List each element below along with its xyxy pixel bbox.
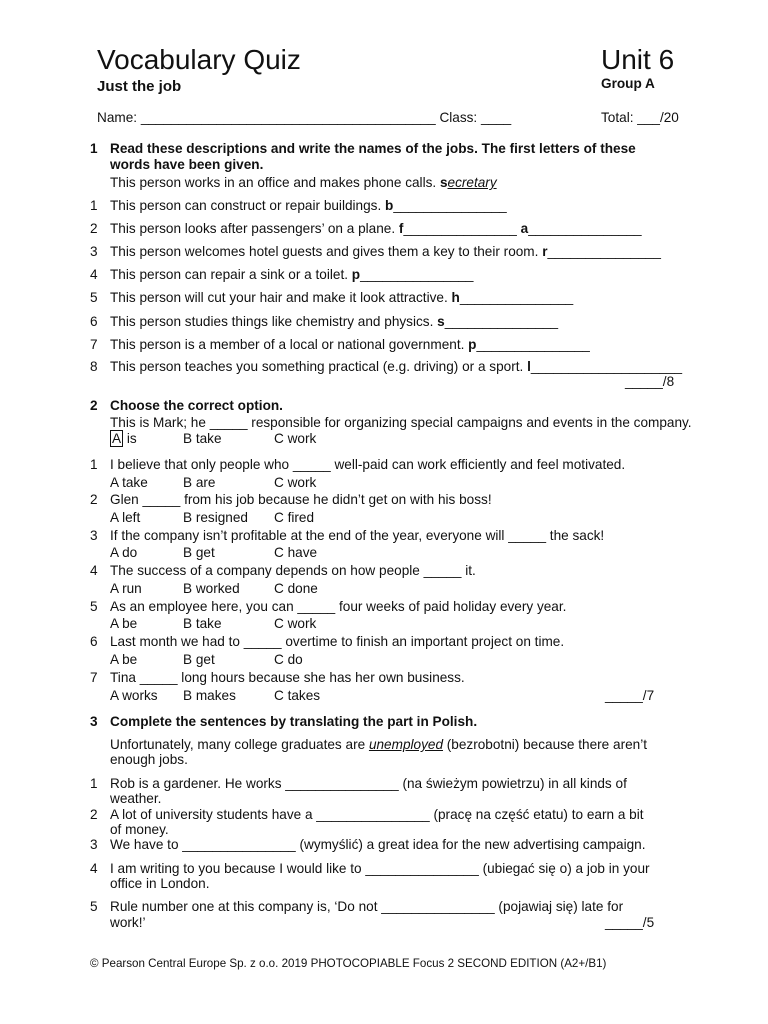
example-sentence-cont: enough jobs. <box>110 752 188 767</box>
example-answer: unemployed <box>368 737 443 752</box>
quiz-subtitle: Just the job <box>97 78 182 95</box>
first-letter: a <box>520 221 529 236</box>
translation-item[interactable]: We have to _______________ (wymyślić) a great idea for the new advertising campaign. <box>110 837 646 852</box>
item-text: This person can construct or repair buildings. <box>110 198 386 213</box>
list-item <box>110 221 642 236</box>
item-number: 7 <box>90 670 98 685</box>
example-text: Unfortunately, many college graduates are <box>110 737 369 752</box>
translation-item-cont: work!’ <box>110 915 146 930</box>
answer-blank[interactable]: _______________ <box>403 221 521 236</box>
item-number: 1 <box>90 457 98 472</box>
list-item <box>110 290 573 305</box>
item-text: This person will cut your hair and make it look attractive. <box>110 290 452 305</box>
question-text: If the company isn’t profitable at the end of the year, everyone will _____ the sack! <box>110 528 605 543</box>
first-letter: b <box>385 198 394 213</box>
name-class-line: Name: _______________________________________ Class: ____ <box>97 110 512 125</box>
first-letter: p <box>468 337 477 352</box>
item-text: This person looks after passengers’ on a plane. <box>110 221 399 236</box>
translation-item[interactable]: Rule number one at this company is, ‘Do not _______________ (pojawiaj się) late for <box>110 899 624 914</box>
question-text: Last month we had to _____ overtime to finish an important project on time. <box>110 634 565 649</box>
group-label: Group A <box>601 76 655 91</box>
section-score: _____/5 <box>605 915 655 930</box>
answer-blank[interactable]: _______________ <box>459 290 574 305</box>
option-a[interactable]: A be <box>110 652 138 667</box>
first-letter: f <box>398 221 404 236</box>
translation-item[interactable]: A lot of university students have a _______________ (pracę na część etatu) to earn a bit <box>110 807 644 822</box>
first-letter: s <box>437 314 445 329</box>
item-number: 4 <box>90 563 98 578</box>
example-sentence <box>110 175 497 190</box>
exercise-number: 1 <box>90 141 98 156</box>
first-letter: l <box>527 359 531 374</box>
example-option-b: B take <box>183 431 222 446</box>
item-text: This person studies things like chemistry and physics. <box>110 314 438 329</box>
example-text: This person works in an office and makes phone calls. <box>110 175 440 190</box>
option-c[interactable]: C work <box>274 616 317 631</box>
option-a[interactable]: A be <box>110 616 138 631</box>
translation-item[interactable]: Rob is a gardener. He works _______________ (na świeżym powietrzu) in all kinds of <box>110 776 627 791</box>
item-number: 5 <box>90 899 98 914</box>
example-text: (bezrobotni) because there aren’t <box>443 737 648 752</box>
option-a[interactable]: A run <box>110 581 142 596</box>
option-a[interactable]: A take <box>110 475 148 490</box>
total-score: Total: ___/20 <box>601 110 679 125</box>
item-number: 2 <box>90 221 98 236</box>
option-c[interactable]: C do <box>274 652 303 667</box>
question-text: The success of a company depends on how people _____ it. <box>110 563 476 578</box>
answer-blank[interactable]: _______________ <box>393 198 507 213</box>
exercise-number: 3 <box>90 714 98 729</box>
option-b[interactable]: B resigned <box>183 510 248 525</box>
list-item <box>110 337 590 352</box>
option-a[interactable]: A do <box>110 545 138 560</box>
option-text: is <box>123 431 137 446</box>
list-item <box>110 314 558 329</box>
item-text: This person welcomes hotel guests and gives them a key to their room. <box>110 244 543 259</box>
selected-option-box: A <box>112 431 122 446</box>
question-text: Tina _____ long hours because she has her own business. <box>110 670 465 685</box>
item-text: This person is a member of a local or national government. <box>110 337 469 352</box>
example-sentence: This is Mark; he _____ responsible for organizing special campaigns and events in the company. <box>110 415 692 430</box>
item-number: 3 <box>90 244 98 259</box>
section-score: _____/7 <box>605 688 655 703</box>
list-item <box>110 359 682 374</box>
option-c[interactable]: C takes <box>274 688 321 703</box>
question-text: I believe that only people who _____ well-paid can work efficiently and feel motivated. <box>110 457 626 472</box>
item-number: 6 <box>90 634 98 649</box>
item-text: This person teaches you something practical (e.g. driving) or a sport. <box>110 359 528 374</box>
section-score: _____/8 <box>625 374 675 389</box>
item-number: 1 <box>90 776 98 791</box>
item-text: This person can repair a sink or a toilet. <box>110 267 352 282</box>
answer-blank[interactable]: _______________ <box>528 221 642 236</box>
option-c[interactable]: C have <box>274 545 318 560</box>
answer-blank[interactable]: _______________ <box>444 314 559 329</box>
item-number: 4 <box>90 267 98 282</box>
example-sentence <box>110 737 647 752</box>
first-letter: h <box>451 290 460 305</box>
answer-blank[interactable]: ____________________ <box>530 359 683 374</box>
item-number: 2 <box>90 492 98 507</box>
translation-item[interactable]: I am writing to you because I would like to _______________ (ubiegać się o) a job in your <box>110 861 650 876</box>
first-letter: r <box>542 244 548 259</box>
item-number: 5 <box>90 290 98 305</box>
list-item <box>110 198 507 213</box>
answer-blank[interactable]: _______________ <box>547 244 661 259</box>
option-b[interactable]: B get <box>183 652 215 667</box>
unit-label: Unit 6 <box>601 44 675 75</box>
option-a[interactable]: A works <box>110 688 158 703</box>
example-option-c: C work <box>274 431 317 446</box>
option-b[interactable]: B makes <box>183 688 236 703</box>
option-c[interactable]: C done <box>274 581 318 596</box>
exercise-instruction: Complete the sentences by translating the part in Polish. <box>110 714 478 729</box>
copyright-footer: © Pearson Central Europe Sp. z o.o. 2019 PHOTOCOPIABLE Focus 2 SECOND EDITION (A2+/B1) <box>90 957 607 970</box>
translation-item-cont: office in London. <box>110 876 210 891</box>
translation-item-cont: of money. <box>110 822 169 837</box>
example-answer: ecretary <box>447 175 497 190</box>
list-item <box>110 244 661 259</box>
option-b[interactable]: B worked <box>183 581 240 596</box>
option-b[interactable]: B are <box>183 475 216 490</box>
list-item <box>110 267 474 282</box>
exercise-instruction: words have been given. <box>110 157 264 172</box>
item-number: 6 <box>90 314 98 329</box>
answer-blank[interactable]: _______________ <box>476 337 590 352</box>
exercise-instruction: Read these descriptions and write the names of the jobs. The first letters of these <box>110 141 636 156</box>
item-number: 8 <box>90 359 98 374</box>
question-text: Glen _____ from his job because he didn’t get on with his boss! <box>110 492 492 507</box>
item-number: 3 <box>90 837 98 852</box>
option-b[interactable]: B get <box>183 545 215 560</box>
item-number: 4 <box>90 861 98 876</box>
exercise-instruction: Choose the correct option. <box>110 398 283 413</box>
item-number: 3 <box>90 528 98 543</box>
translation-item-cont: weather. <box>110 791 162 806</box>
question-text: As an employee here, you can _____ four weeks of paid holiday every year. <box>110 599 567 614</box>
example-option-a <box>110 431 137 446</box>
quiz-title: Vocabulary Quiz <box>97 44 301 75</box>
option-a[interactable]: A left <box>110 510 141 525</box>
item-number: 1 <box>90 198 98 213</box>
option-c[interactable]: C fired <box>274 510 315 525</box>
option-b[interactable]: B take <box>183 616 222 631</box>
option-c[interactable]: C work <box>274 475 317 490</box>
first-letter: p <box>351 267 361 282</box>
item-number: 2 <box>90 807 98 822</box>
answer-blank[interactable]: _______________ <box>360 267 474 282</box>
item-number: 7 <box>90 337 98 352</box>
item-number: 5 <box>90 599 98 614</box>
exercise-number: 2 <box>90 398 98 413</box>
example-first-letter: s <box>439 175 448 190</box>
